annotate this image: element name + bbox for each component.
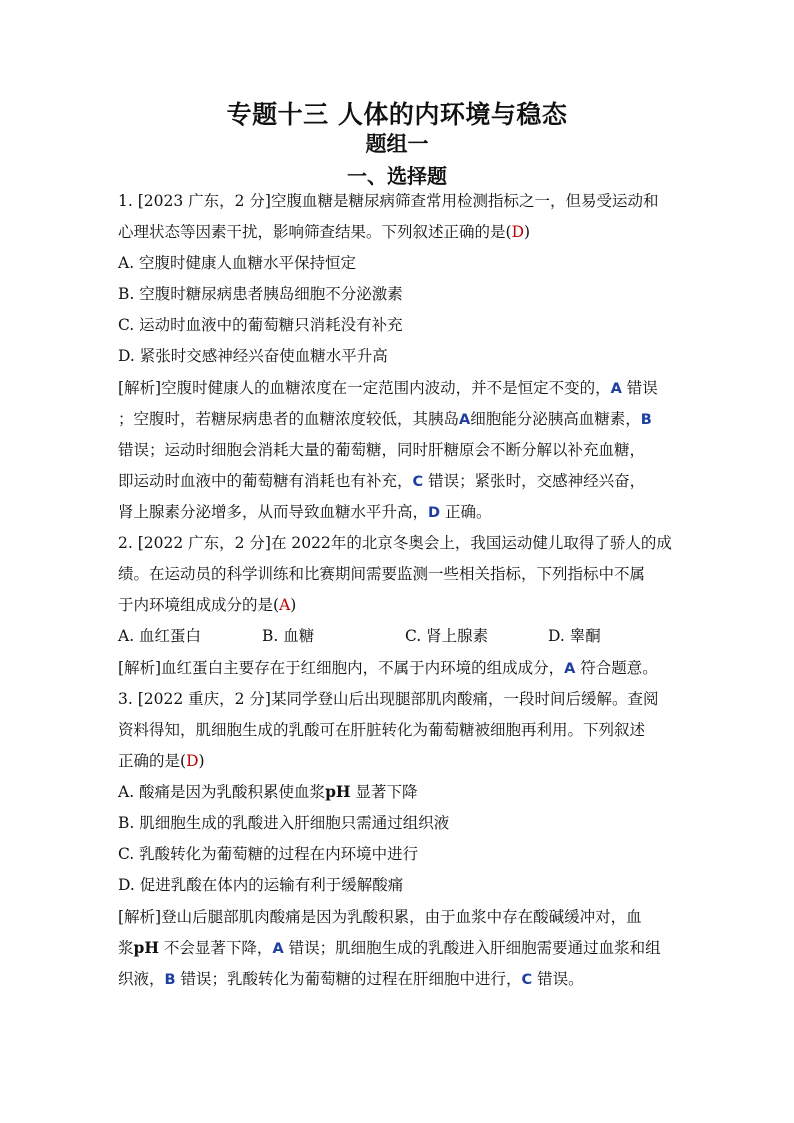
- exp-text: 即运动时血液中的葡萄糖有消耗也有补充，: [118, 472, 413, 490]
- q2-option-a: A. 血红蛋白: [118, 627, 202, 645]
- q2-option-c: C. 肾上腺素: [405, 627, 489, 645]
- opt-text: A. 酸痛是因为乳酸积累使血浆: [118, 783, 326, 801]
- option-ref: A: [459, 412, 471, 428]
- option-ref: A: [272, 941, 284, 957]
- q2-stem-line-3: [118, 595, 678, 615]
- exp-text: 正确。: [440, 503, 492, 521]
- q3-stem-line-2: 资料得知，肌细胞生成的乳酸可在肝脏转化为葡萄糖被细胞再利用。下列叙述: [118, 721, 646, 739]
- q2-explanation: [118, 658, 678, 679]
- q3-answer: D: [186, 752, 199, 770]
- q1-explanation-line-3: 错误；运动时细胞会消耗大量的葡萄糖，同时肝糖原会不断分解以补充血糖，: [118, 441, 646, 459]
- option-ref: B: [164, 972, 176, 988]
- exp-text: 不会显著下降，: [159, 939, 273, 957]
- q1-stem-line-2: [118, 222, 678, 242]
- opt-text: 显著下降: [350, 783, 418, 801]
- exp-text: 错误；乳酸转化为葡萄糖的过程在肝细胞中进行，: [175, 970, 522, 988]
- q1-option-b: B. 空腹时糖尿病患者胰岛细胞不分泌激素: [118, 285, 403, 303]
- option-ref: A: [610, 381, 622, 397]
- q3-option-d: D. 促进乳酸在体内的运输有利于缓解酸痛: [118, 876, 404, 894]
- exp-text: 错误；紧张时，交感神经兴奋，: [423, 472, 646, 490]
- q2-stem-line-2: 绩。在运动员的科学训练和比赛期间需要监测一些相关指标，下列指标中不属: [118, 565, 646, 583]
- q3-paren: ): [198, 752, 205, 770]
- q2-option-b: B. 血糖: [262, 627, 315, 645]
- q1-option-d: D. 紧张时交感神经兴奋使血糖水平升高: [118, 347, 388, 365]
- q1-explanation-line-4: [118, 471, 678, 492]
- q3-option-b: B. 肌细胞生成的乳酸进入肝细胞只需通过组织液: [118, 814, 450, 832]
- exp-text: [解析]空腹时健康人的血糖浓度在一定范围内波动，并不是恒定不变的，: [118, 379, 611, 397]
- ph-term: pH: [325, 782, 351, 801]
- q1-answer: D: [511, 223, 524, 241]
- q1-explanation-line-1: [118, 378, 678, 399]
- exp-text: 织液，: [118, 970, 165, 988]
- exp-text: 细胞能分泌胰高血糖素，: [470, 410, 641, 428]
- q3-option-c: C. 乳酸转化为葡萄糖的过程在内环境中进行: [118, 845, 419, 863]
- option-ref: B: [640, 412, 652, 428]
- exp-text: 错误: [621, 379, 658, 397]
- exp-text: 错误；肌细胞生成的乳酸进入肝细胞需要通过血浆和组: [283, 939, 661, 957]
- exp-text: 肾上腺素分泌增多，从而导致血糖水平升高，: [118, 503, 429, 521]
- q3-explanation-line-2: [118, 938, 678, 959]
- q1-explanation-line-5: [118, 502, 678, 523]
- q1-stem-text: 心理状态等因素干扰，影响筛查结果。下列叙述正确的是(: [118, 223, 512, 241]
- q3-option-a: [118, 782, 678, 802]
- q2-stem-line-1: 2. [2022 广东，2 分]在 2022年的北京冬奥会上，我国运动健儿取得了骄人的成: [118, 534, 672, 552]
- option-ref: C: [521, 972, 533, 988]
- group-heading: 题组一: [365, 132, 429, 156]
- q2-option-d: D. 睾酮: [548, 627, 601, 645]
- section-heading: 一、选择题: [347, 164, 447, 188]
- q2-paren: ): [290, 596, 297, 614]
- q1-option-c: C. 运动时血液中的葡萄糖只消耗没有补充: [118, 316, 403, 334]
- exp-text: 错误。: [532, 970, 584, 988]
- q1-option-a: A. 空腹时健康人血糖水平保持恒定: [118, 254, 357, 272]
- q2-answer: A: [279, 596, 291, 614]
- exp-text: 浆: [118, 939, 134, 957]
- q3-stem-line-3: [118, 751, 678, 771]
- exp-text: ；空腹时，若糖尿病患者的血糖浓度较低，其胰岛: [118, 410, 460, 428]
- q1-paren: ): [524, 223, 531, 241]
- option-ref: C: [412, 474, 424, 490]
- q3-stem-text: 正确的是(: [118, 752, 187, 770]
- q3-explanation-line-3: [118, 969, 678, 990]
- option-ref: D: [428, 505, 441, 521]
- q1-explanation-line-2: [118, 409, 678, 430]
- option-ref: A: [564, 661, 576, 677]
- page-title: 专题十三 人体的内环境与稳态: [226, 100, 568, 129]
- q3-stem-line-1: 3. [2022 重庆，2 分]某同学登山后出现腿部肌肉酸痛，一段时间后缓解。查阅: [118, 690, 659, 708]
- ph-term: pH: [133, 938, 159, 957]
- q3-explanation-line-1: [解析]登山后腿部肌肉酸痛是因为乳酸积累，由于血浆中存在酸碱缓冲对，血: [118, 908, 642, 926]
- q1-stem-line-1: 1. [2023 广东，2 分]空腹血糖是糖尿病筛查常用检测指标之一，但易受运动和: [118, 192, 659, 210]
- exp-text: 符合题意。: [575, 659, 658, 677]
- q2-stem-text: 于内环境组成成分的是(: [118, 596, 280, 614]
- exp-text: [解析]血红蛋白主要存在于红细胞内，不属于内环境的组成成分，: [118, 659, 565, 677]
